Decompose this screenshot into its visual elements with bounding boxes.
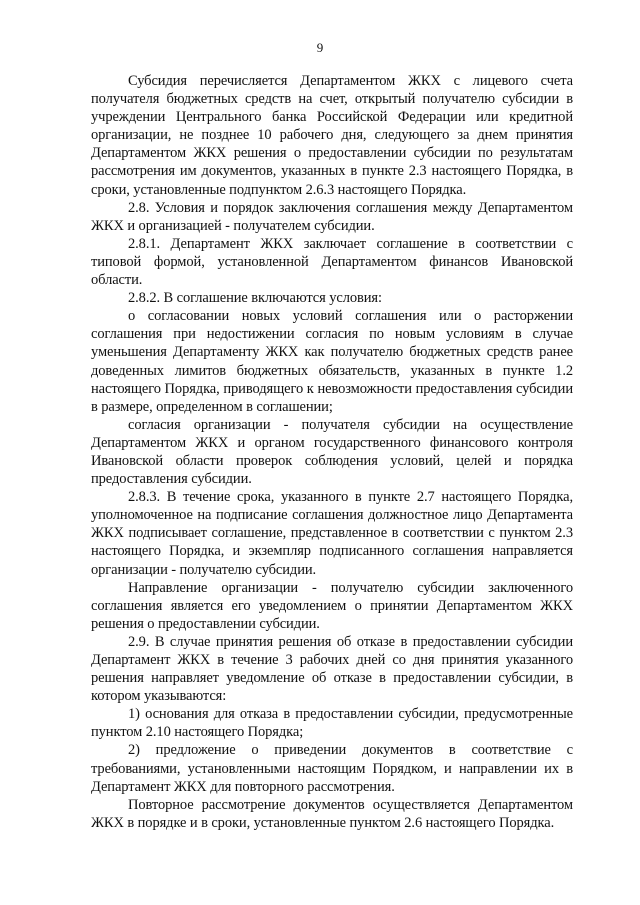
paragraph-2-9: 2.9. В случае принятия решения об отказе в предоставлении субсидии Департамент ЖКХ в течение 3 рабочих дней со дня принятия указанного решения направляет уведомление об отказе в предоставлении субсидии, в котором указываются: [91,633,573,705]
paragraph-2-8-3: 2.8.3. В течение срока, указанного в пункте 2.7 настоящего Порядка, уполномоченное на подписание соглашения должностное лицо Департамента ЖКХ подписывает соглашение, представленное в соответствии с пунктом 2.3 настоящего Порядка, и экземпляр подписанного соглашения направляется организации - получателю субсидии. [91,489,573,578]
paragraph-2-8: 2.8. Условия и порядок заключения соглашения между Департаментом ЖКХ и организацией - получателем субсидии. [91,199,573,234]
paragraph-condition-renegotiation: о согласовании новых условий соглашения или о расторжении соглашения при недостижении согласия по новым условиям в случае уменьшения Департаменту ЖКХ как получателю бюджетных средств ранее доведенных лимитов бюджетных обязательств, указанных в пункте 1.2 настоящего Порядка, приводящего к невозможности предоставления субсидии в размере, определенном в соглашении; [91,308,573,415]
paragraph-resubmission-proposal: 2) предложение о приведении документов в соответствие с требованиями, установленными настоящим Порядком, и направлении их в Департамент ЖКХ для повторного рассмотрения. [91,742,573,795]
paragraph-repeat-review: Повторное рассмотрение документов осуществляется Департаментом ЖКХ в порядке и в сроки, установленные пунктом 2.6 настоящего Порядка. [91,796,573,831]
paragraph-refusal-reasons: 1) основания для отказа в предоставлении субсидии, предусмотренные пунктом 2.10 настоящего Порядка; [91,706,573,741]
paragraph-condition-inspection-consent: согласия организации - получателя субсидии на осуществление Департаментом ЖКХ и органом государственного финансового контроля Ивановской области проверок соблюдения условий, целей и порядка предоставления субсидии. [91,416,573,488]
page-number: 9 [316,40,324,55]
paragraph-2-8-1: 2.8.1. Департамент ЖКХ заключает соглашение в соответствии с типовой формой, установленной Департаментом финансов Ивановской области. [91,235,573,289]
paragraph-notification: Направление организации - получателю субсидии заключенного соглашения является его уведомлением о принятии Департаментом ЖКХ решения о предоставлении субсидии. [91,579,573,632]
document-body [91,72,573,832]
paragraph-subsidy-transfer: Субсидия перечисляется Департаментом ЖКХ с лицевого счета получателя бюджетных средств на счет, открытый получателю субсидии в учреждении Центрального банка Российской Федерации или кредитной организации, не позднее 10 рабочего дня, следующего за днем принятия Департаментом ЖКХ решения о предоставлении субсидии по результатам рассмотрения им документов, указанных в пункте 2.3 настоящего Порядка, в сроки, установленные подпунктом 2.6.3 настоящего Порядка. [91,73,573,198]
paragraph-2-8-2: 2.8.2. В соглашение включаются условия: [128,290,382,307]
